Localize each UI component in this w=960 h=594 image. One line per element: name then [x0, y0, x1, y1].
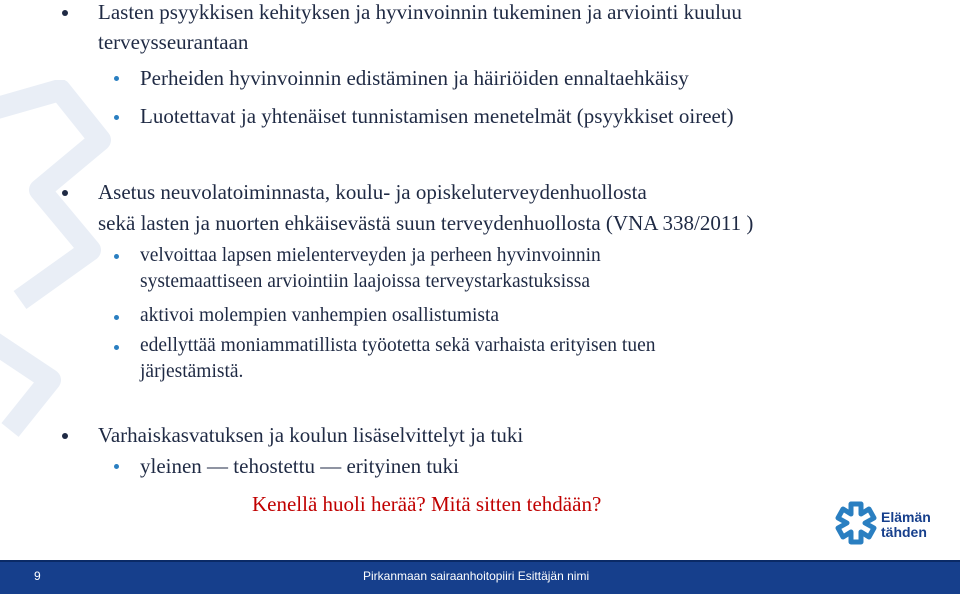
- footer-stripe: [0, 560, 960, 562]
- star-of-life-icon: [833, 500, 879, 546]
- highlight-question: Kenellä huoli herää? Mitä sitten tehdään?: [252, 492, 602, 516]
- item-2-sub-1-line-2: systemaattiseen arviointiin laajoissa terveystarkastuksissa: [140, 271, 591, 292]
- item-1-sub-1: Perheiden hyvinvoinnin edistäminen ja häiriöiden ennaltaehkäisy: [140, 66, 689, 90]
- sub-bullet-icon: [114, 345, 119, 350]
- sub-bullet-icon: [114, 254, 119, 259]
- item-1-line-2: terveysseurantaan: [98, 30, 249, 54]
- bullet-icon: [62, 190, 68, 196]
- logo-line-2: tähden: [881, 524, 927, 540]
- logo-line-1: Elämän: [881, 509, 931, 525]
- item-1-line-1: Lasten psyykkisen kehityksen ja hyvinvoinnin tukeminen ja arviointi kuuluu: [98, 0, 742, 24]
- brand-logo: [833, 500, 943, 552]
- item-1-sub-2: Luotettavat ja yhtenäiset tunnistamisen menetelmät (psyykkiset oireet): [140, 104, 734, 128]
- item-2-sub-3-line-2: järjestämistä.: [140, 361, 244, 382]
- sub-bullet-icon: [114, 315, 119, 320]
- item-2-sub-2: aktivoi molempien vanhempien osallistumista: [140, 305, 500, 326]
- item-2-sub-3-line-1: edellyttää moniammatillista työotetta sekä varhaista erityisen tuen: [140, 335, 656, 356]
- item-2-sub-1-line-1: velvoittaa lapsen mielenterveyden ja perheen hyvinvoinnin: [140, 245, 601, 266]
- item-2-line-1: Asetus neuvolatoiminnasta, koulu- ja opiskeluterveydenhuollosta: [98, 180, 647, 204]
- sub-bullet-icon: [114, 76, 119, 81]
- footer-bar: [0, 560, 960, 594]
- item-3-sub-1: yleinen — tehostettu — erityinen tuki: [140, 454, 460, 478]
- sub-bullet-icon: [114, 464, 119, 469]
- item-2-line-2: sekä lasten ja nuorten ehkäisevästä suun terveydenhuollosta (VNA 338/2011 ): [98, 211, 754, 235]
- item-3-line-1: Varhaiskasvatuksen ja koulun lisäselvittelyt ja tuki: [98, 423, 524, 447]
- logo-text: [881, 510, 931, 540]
- bullet-icon: [62, 10, 68, 16]
- sub-bullet-icon: [114, 115, 119, 120]
- footer-text: Pirkanmaan sairaanhoitopiiri Esittäjän nimi: [363, 569, 590, 583]
- page-number: 9: [34, 569, 41, 583]
- bullet-icon: [62, 433, 68, 439]
